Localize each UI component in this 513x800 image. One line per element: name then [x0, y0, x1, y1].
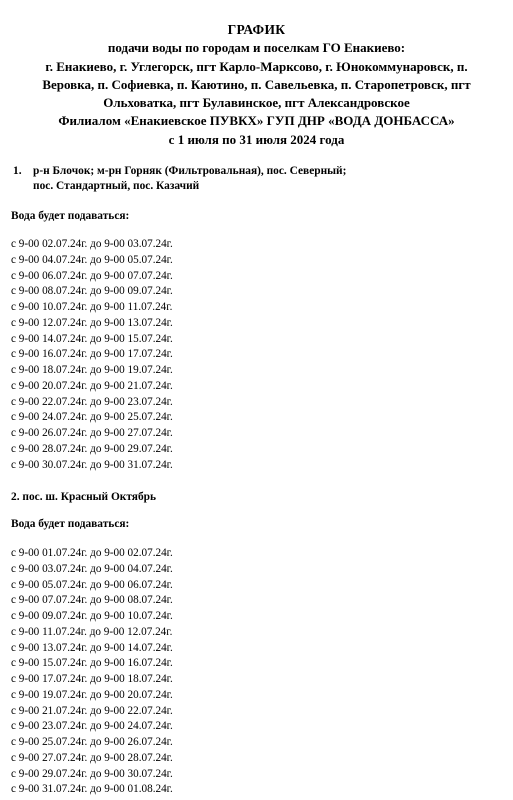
schedule-entry: с 9-00 18.07.24г. до 9-00 19.07.24г. — [11, 364, 173, 376]
schedule-entry: с 9-00 09.07.24г. до 9-00 10.07.24г. — [11, 610, 173, 622]
schedule-entry: с 9-00 23.07.24г. до 9-00 24.07.24г. — [11, 720, 173, 733]
schedule-entry: с 9-00 13.07.24г. до 9-00 14.07.24г. — [11, 641, 173, 654]
section-2-heading — [11, 490, 156, 505]
document-title: ГРАФИК — [227, 22, 286, 37]
section-1-heading — [13, 164, 346, 193]
schedule-entry: с 9-00 03.07.24г. до 9-00 04.07.24г. — [11, 562, 173, 575]
section-1-supply-label: Вода будет подаваться: — [11, 210, 130, 222]
schedule-entry: с 9-00 17.07.24г. до 9-00 18.07.24г. — [11, 673, 173, 685]
section-number: 2. — [11, 491, 20, 503]
section-2-schedule — [11, 546, 173, 798]
schedule-entry: с 9-00 24.07.24г. до 9-00 25.07.24г. — [11, 411, 173, 424]
schedule-entry: с 9-00 10.07.24г. до 9-00 11.07.24г. — [11, 301, 173, 313]
header-line: г. Енакиево, г. Углегорск, пгт Карло-Марксово, г. Юнокоммунаровск, п. — [45, 58, 468, 74]
header-line: с 1 июля по 31 июля 2024 года — [168, 131, 345, 147]
schedule-entry: с 9-00 26.07.24г. до 9-00 27.07.24г. — [11, 427, 173, 439]
header-line: Филиалом «Енакиевское ПУВКХ» ГУП ДНР «ВОДА ДОНБАССА» — [58, 113, 455, 129]
schedule-entry: с 9-00 08.07.24г. до 9-00 09.07.24г. — [11, 285, 173, 298]
section-1-schedule — [11, 237, 173, 473]
schedule-entry: с 9-00 16.07.24г. до 9-00 17.07.24г. — [11, 348, 173, 361]
schedule-entry: с 9-00 15.07.24г. до 9-00 16.07.24г. — [11, 657, 173, 670]
schedule-entry: с 9-00 01.07.24г. до 9-00 02.07.24г. — [11, 547, 173, 559]
schedule-entry: с 9-00 25.07.24г. до 9-00 26.07.24г. — [11, 736, 173, 748]
schedule-entry: с 9-00 07.07.24г. до 9-00 08.07.24г. — [11, 594, 173, 607]
schedule-entry: с 9-00 05.07.24г. до 9-00 06.07.24г. — [11, 578, 173, 591]
section-2-supply-label: Вода будет подаваться: — [11, 518, 130, 530]
schedule-entry: с 9-00 02.07.24г. до 9-00 03.07.24г. — [11, 238, 173, 250]
schedule-entry: с 9-00 11.07.24г. до 9-00 12.07.24г. — [11, 625, 173, 638]
schedule-entry: с 9-00 28.07.24г. до 9-00 29.07.24г. — [11, 442, 173, 455]
schedule-entry: с 9-00 31.07.24г. до 9-00 01.08.24г. — [11, 783, 173, 796]
section-heading-line: пос. Стандартный, пос. Казачий — [33, 179, 200, 192]
schedule-entry: с 9-00 21.07.24г. до 9-00 22.07.24г. — [11, 704, 173, 717]
schedule-entry: с 9-00 29.07.24г. до 9-00 30.07.24г. — [11, 767, 173, 780]
section-heading-line: пос. ш. Красный Октябрь — [22, 491, 157, 503]
schedule-entry: с 9-00 22.07.24г. до 9-00 23.07.24г. — [11, 395, 173, 408]
schedule-entry: с 9-00 19.07.24г. до 9-00 20.07.24г. — [11, 688, 173, 701]
section-number: 1. — [13, 165, 22, 177]
schedule-entry: с 9-00 30.07.24г. до 9-00 31.07.24г. — [11, 458, 173, 471]
schedule-entry: с 9-00 20.07.24г. до 9-00 21.07.24г. — [11, 379, 173, 392]
schedule-entry: с 9-00 27.07.24г. до 9-00 28.07.24г. — [11, 751, 173, 764]
document-header — [4, 21, 509, 149]
header-line: Веровка, п. Софиевка, п. Каютино, п. Савельевка, п. Старопетровск, пгт — [42, 76, 471, 92]
schedule-entry: с 9-00 14.07.24г. до 9-00 15.07.24г. — [11, 332, 173, 345]
schedule-entry: с 9-00 12.07.24г. до 9-00 13.07.24г. — [11, 316, 173, 329]
header-line: Ольховатка, пгт Булавинское, пгт Александровское — [103, 95, 410, 111]
schedule-entry: с 9-00 04.07.24г. до 9-00 05.07.24г. — [11, 253, 173, 266]
schedule-entry: с 9-00 06.07.24г. до 9-00 07.07.24г. — [11, 269, 173, 282]
section-heading-line: р-н Блочок; м-рн Горняк (Фильтровальная), пос. Северный; — [33, 165, 347, 177]
header-line: подачи воды по городам и поселкам ГО Енакиево: — [107, 40, 406, 56]
